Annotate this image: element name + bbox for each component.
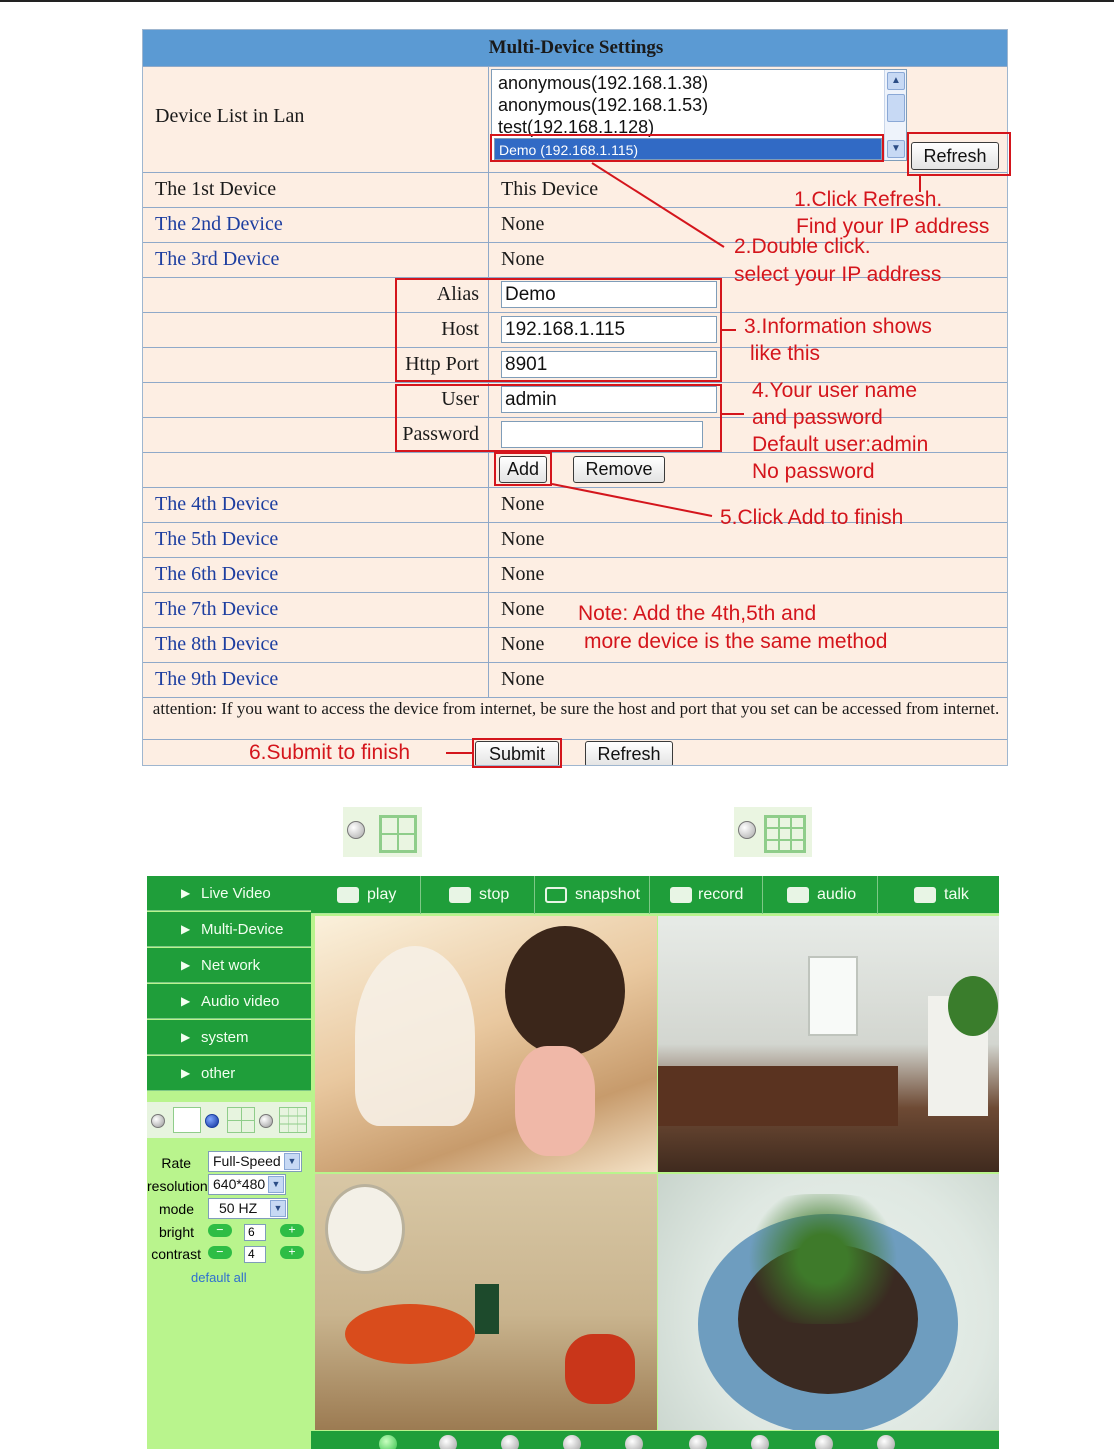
channel-dot[interactable]: [877, 1435, 895, 1449]
annotation-step3a: 3.Information shows: [744, 315, 932, 338]
device-label[interactable]: The 9th Device: [155, 668, 279, 690]
radio-icon[interactable]: [738, 821, 756, 839]
device-value: None: [501, 633, 545, 655]
layout-4-option[interactable]: [343, 807, 422, 857]
stop-icon: [449, 887, 471, 903]
contrast-value[interactable]: 4: [244, 1246, 266, 1263]
mode-select[interactable]: [208, 1198, 288, 1219]
microphone-icon: [914, 887, 936, 903]
record-button[interactable]: [650, 876, 763, 914]
alias-label: Alias: [436, 283, 479, 305]
device-value: None: [501, 668, 545, 690]
sink-shape: [345, 1304, 475, 1364]
stop-label: stop: [479, 886, 510, 903]
camera-icon: [545, 887, 567, 903]
device-label[interactable]: The 7th Device: [155, 598, 279, 620]
snapshot-label: snapshot: [575, 886, 640, 903]
audio-label: audio: [817, 886, 857, 903]
refresh-bottom-button[interactable]: Refresh: [585, 741, 673, 766]
triangle-icon: ▶: [181, 958, 191, 972]
device-label[interactable]: The 8th Device: [155, 633, 279, 655]
rate-label: Rate: [161, 1155, 191, 1171]
single-grid-icon: [173, 1107, 201, 1133]
clover-shape: [718, 1194, 928, 1324]
sidebar-item-live-video[interactable]: [147, 876, 311, 911]
rate-value: Full-Speed: [213, 1153, 281, 1169]
video-feed-3[interactable]: [315, 1174, 657, 1430]
rate-select[interactable]: [208, 1151, 302, 1172]
annotation-step5: 5.Click Add to finish: [720, 506, 904, 529]
record-icon: [670, 887, 692, 903]
scroll-up-icon[interactable]: ▲: [887, 72, 905, 90]
annotation-step4a: 4.Your user name: [752, 379, 917, 402]
chevron-down-icon: ▼: [270, 1200, 286, 1217]
device-value: This Device: [501, 178, 599, 200]
chevron-down-icon: ▼: [284, 1153, 300, 1170]
annotation-step2a: 2.Double click.: [734, 235, 871, 258]
video-toolbar: [311, 876, 999, 914]
device-label: The 1st Device: [155, 178, 277, 200]
towel-shape: [475, 1284, 499, 1334]
refresh-button[interactable]: Refresh: [911, 142, 999, 170]
list-item-selected[interactable]: Demo (192.168.1.115): [494, 138, 882, 160]
nine-grid-icon: [279, 1107, 307, 1133]
plant-shape: [948, 976, 998, 1036]
sidebar-item-other[interactable]: [147, 1056, 311, 1091]
contrast-increase-button[interactable]: +: [280, 1246, 304, 1259]
mode-label: mode: [158, 1201, 194, 1217]
hair-shape: [505, 926, 625, 1056]
annotation-note-b: more device is the same method: [584, 630, 888, 653]
device-label[interactable]: The 5th Device: [155, 528, 279, 550]
record-label: record: [698, 886, 744, 903]
video-feed-2[interactable]: [658, 916, 999, 1172]
triangle-icon: ▶: [181, 994, 191, 1008]
triangle-icon: ▶: [181, 922, 191, 936]
sidebar-item-label: Net work: [201, 957, 261, 974]
port-input[interactable]: 8901: [501, 351, 717, 378]
device-label[interactable]: The 2nd Device: [155, 213, 283, 235]
bright-value[interactable]: 6: [244, 1224, 266, 1241]
talk-label: talk: [944, 886, 969, 903]
radio-selected-icon[interactable]: [205, 1114, 219, 1128]
user-input[interactable]: admin: [501, 386, 717, 413]
annotation-step4c: Default user:admin: [752, 433, 929, 456]
triangle-icon: ▶: [181, 886, 191, 900]
play-icon: [337, 887, 359, 903]
port-label: Http Port: [405, 353, 479, 375]
channel-dot[interactable]: [563, 1435, 581, 1449]
sidebar-item-label: Live Video: [201, 885, 271, 902]
quad-grid-icon: [379, 815, 417, 853]
annotation-step2b: select your IP address: [734, 263, 942, 286]
annotation-step1a: 1.Click Refresh.: [794, 188, 943, 211]
alias-input[interactable]: Demo: [501, 281, 717, 308]
annotation-step3b: like this: [750, 342, 821, 365]
speaker-icon: [787, 887, 809, 903]
chevron-down-icon: ▼: [268, 1176, 284, 1193]
user-label: User: [441, 388, 479, 410]
contrast-decrease-button[interactable]: −: [208, 1246, 232, 1259]
resolution-label: resolution: [147, 1178, 208, 1194]
annotation-step1b: Find your IP address: [796, 215, 990, 238]
layout-selector: [147, 1102, 311, 1138]
video-feed-4[interactable]: [658, 1174, 999, 1430]
device-label[interactable]: The 4th Device: [155, 493, 279, 515]
device-label[interactable]: The 3rd Device: [155, 248, 280, 270]
play-button[interactable]: [311, 876, 421, 914]
channel-dot[interactable]: [751, 1435, 769, 1449]
channel-bar: [311, 1431, 999, 1449]
device-value: None: [501, 598, 545, 620]
bright-label: bright: [158, 1224, 194, 1240]
sidebar-item-label: other: [201, 1065, 236, 1082]
sidebar-item-label: Audio video: [201, 993, 280, 1010]
default-all-link[interactable]: default all: [191, 1270, 247, 1285]
bright-increase-button[interactable]: +: [280, 1224, 304, 1237]
radio-icon[interactable]: [151, 1114, 165, 1128]
attention-text: attention: If you want to access the device from internet, be sure the host and port that you set can be accessed from internet.: [152, 699, 1000, 718]
channel-dot-active[interactable]: [379, 1435, 397, 1449]
channel-dot[interactable]: [815, 1435, 833, 1449]
talk-button[interactable]: [878, 876, 999, 914]
annotation-step6: 6.Submit to finish: [249, 741, 411, 764]
window-shape: [808, 956, 858, 1036]
snapshot-button[interactable]: [535, 876, 650, 914]
device-value: None: [501, 493, 545, 515]
channel-dot[interactable]: [689, 1435, 707, 1449]
annotation-step4b: and password: [752, 406, 883, 429]
quad-grid-icon: [227, 1107, 255, 1133]
triangle-icon: ▶: [181, 1030, 191, 1044]
remove-button[interactable]: Remove: [573, 456, 665, 483]
add-button[interactable]: Add: [499, 456, 547, 483]
device-label[interactable]: The 6th Device: [155, 563, 279, 585]
mirror-shape: [325, 1184, 405, 1274]
radio-icon[interactable]: [259, 1114, 273, 1128]
triangle-icon: ▶: [181, 1066, 191, 1080]
contrast-label: contrast: [151, 1246, 201, 1262]
sidebar-item-audio-video[interactable]: [147, 984, 311, 1019]
bright-decrease-button[interactable]: −: [208, 1224, 232, 1237]
channel-dot[interactable]: [625, 1435, 643, 1449]
password-label: Password: [402, 423, 479, 445]
sidebar-item-system[interactable]: [147, 1020, 311, 1055]
video-feed-1[interactable]: [315, 916, 657, 1172]
channel-dot[interactable]: [501, 1435, 519, 1449]
channel-dot[interactable]: [439, 1435, 457, 1449]
play-label: play: [367, 886, 397, 903]
sidebar-item-network[interactable]: [147, 948, 311, 983]
annotation-step4d: No password: [752, 460, 875, 483]
device-value: None: [501, 213, 545, 235]
radio-icon[interactable]: [347, 821, 365, 839]
sidebar-item-label: system: [201, 1029, 249, 1046]
submit-button[interactable]: Submit: [475, 741, 559, 766]
sofa-shape: [658, 1066, 898, 1126]
camera-interface: [147, 876, 999, 1449]
resolution-select[interactable]: [208, 1174, 286, 1195]
list-item[interactable]: test(192.168.1.128): [498, 117, 655, 137]
list-item[interactable]: anonymous(192.168.1.53): [498, 95, 709, 115]
sidebar-item-multi-device[interactable]: [147, 912, 311, 947]
device-value: None: [501, 248, 545, 270]
device-value: None: [501, 563, 545, 585]
host-label: Host: [441, 318, 479, 340]
audio-button[interactable]: [763, 876, 878, 914]
annotation-note-a: Note: Add the 4th,5th and: [578, 602, 817, 625]
layout-9-option[interactable]: [734, 807, 812, 857]
nine-grid-icon: [764, 815, 806, 853]
family-figure-shape: [355, 946, 475, 1126]
device-list-label: Device List in Lan: [155, 105, 305, 127]
resolution-value: 640*480: [213, 1176, 266, 1192]
mode-value: 50 HZ: [219, 1200, 258, 1216]
child-shape: [515, 1046, 595, 1156]
scroll-down-icon[interactable]: ▼: [887, 140, 905, 158]
list-item[interactable]: anonymous(192.168.1.38): [498, 73, 709, 93]
sidebar-item-label: Multi-Device: [201, 921, 284, 938]
toilet-shape: [565, 1334, 635, 1404]
stop-button[interactable]: [421, 876, 535, 914]
device-value: None: [501, 528, 545, 550]
host-input[interactable]: 192.168.1.115: [501, 316, 717, 343]
panel-title: Multi-Device Settings: [143, 30, 1008, 66]
